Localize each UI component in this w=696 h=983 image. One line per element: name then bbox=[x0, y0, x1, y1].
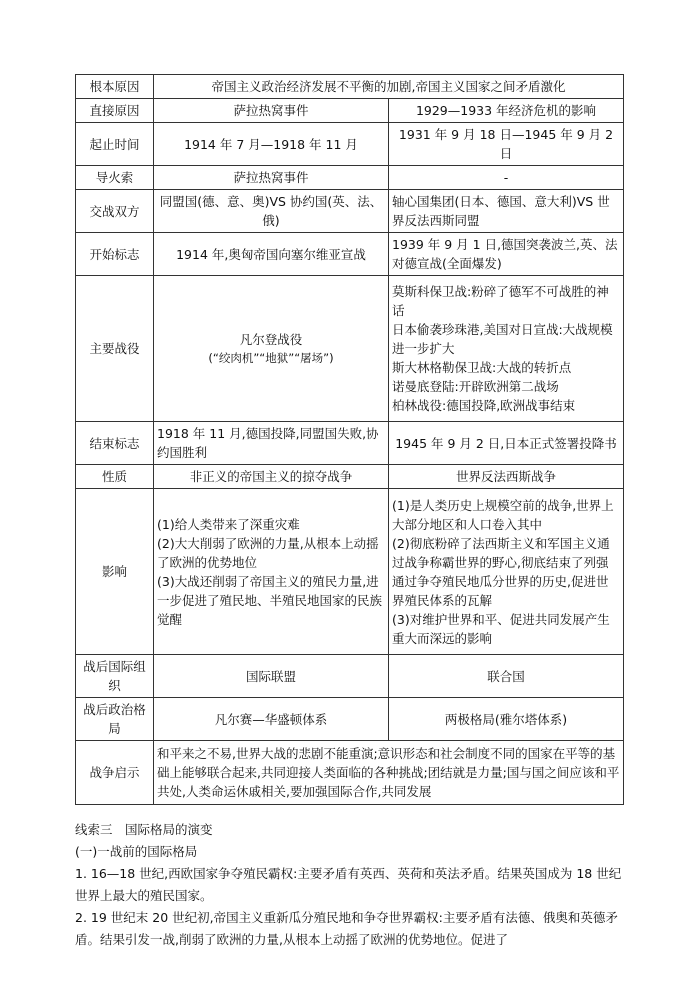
battle-line: 斯大林格勒保卫战:大战的转折点 bbox=[392, 360, 572, 375]
ww2-cell: 1931 年 9 月 18 日—1945 年 9 月 2 日 bbox=[389, 123, 624, 166]
ww1-cell: 1918 年 11 月,德国投降,同盟国失败,协约国胜利 bbox=[154, 422, 389, 465]
row-header: 结束标志 bbox=[76, 422, 154, 465]
merged-cell: 帝国主义政治经济发展不平衡的加剧,帝国主义国家之间矛盾激化 bbox=[154, 75, 624, 99]
ww1-cell: 凡尔赛—华盛顿体系 bbox=[154, 698, 389, 741]
row-header: 起止时间 bbox=[76, 123, 154, 166]
table-row-root-cause bbox=[76, 75, 624, 99]
row-header: 根本原因 bbox=[76, 75, 154, 99]
ww2-cell: 两极格局(雅尔塔体系) bbox=[389, 698, 624, 741]
war-comparison-table bbox=[75, 74, 624, 805]
ww2-cell bbox=[389, 489, 624, 655]
ww1-cell: 国际联盟 bbox=[154, 655, 389, 698]
ww1-cell bbox=[154, 276, 389, 422]
ww1-cell: 1914 年,奥匈帝国向塞尔维亚宣战 bbox=[154, 233, 389, 276]
paragraph: 2. 19 世纪末 20 世纪初,帝国主义重新瓜分殖民地和争夺世界霸权:主要矛盾有法德、俄奥和英德矛盾。结果引发一战,削弱了欧洲的力量,从根本上动摇了欧洲的优势地位。促进了 bbox=[75, 910, 618, 947]
page bbox=[75, 74, 623, 951]
ww2-cell: 1939 年 9 月 1 日,德国突袭波兰,英、法对德宣战(全面爆发) bbox=[389, 233, 624, 276]
row-header: 导火索 bbox=[76, 166, 154, 190]
table-row-nature bbox=[76, 465, 624, 489]
impact-line: (3)对维护世界和平、促进共同发展产生重大而深远的影响 bbox=[392, 611, 610, 646]
ww2-cell: 世界反法西斯战争 bbox=[389, 465, 624, 489]
ww2-cell bbox=[389, 276, 624, 422]
impact-line: (2)大大削弱了欧洲的力量,从根本上动摇了欧洲的优势地位 bbox=[157, 535, 379, 570]
impact-line: (1)给人类带来了深重灾难 bbox=[157, 516, 300, 532]
section-heading: 线索三 国际格局的演变 bbox=[75, 822, 213, 837]
impact-line: (1)是人类历史上规模空前的战争,世界上大部分地区和人口卷入其中 bbox=[392, 497, 614, 532]
row-header: 直接原因 bbox=[76, 99, 154, 123]
paragraph: 1. 16—18 世纪,西欧国家争夺殖民霸权:主要矛盾有英西、英荷和英法矛盾。结果英国成为 18 世纪世界上最大的殖民国家。 bbox=[75, 866, 622, 903]
row-header: 开始标志 bbox=[76, 233, 154, 276]
table-row-belligerents bbox=[76, 190, 624, 233]
body-text bbox=[75, 819, 623, 951]
table-row-direct-cause bbox=[76, 99, 624, 123]
ww2-cell: 1929—1933 年经济危机的影响 bbox=[389, 99, 624, 123]
ww1-cell: 非正义的帝国主义的掠夺战争 bbox=[154, 465, 389, 489]
table-row-battles bbox=[76, 276, 624, 422]
battle-line: 莫斯科保卫战:粉碎了德军不可战胜的神话 bbox=[392, 284, 609, 318]
battle-name: 凡尔登战役 bbox=[239, 331, 303, 347]
table-row-end bbox=[76, 422, 624, 465]
ww1-cell: 萨拉热窝事件 bbox=[154, 166, 389, 190]
ww2-cell: 联合国 bbox=[389, 655, 624, 698]
subsection-heading: (一)一战前的国际格局 bbox=[75, 844, 198, 859]
row-header: 性质 bbox=[76, 465, 154, 489]
table-row-lessons bbox=[76, 741, 624, 805]
ww2-cell: 轴心国集团(日本、德国、意大利)VS 世界反法西斯同盟 bbox=[389, 190, 624, 233]
table-row-period bbox=[76, 123, 624, 166]
ww2-cell: - bbox=[389, 166, 624, 190]
ww1-cell: 同盟国(德、意、奥)VS 协约国(英、法、俄) bbox=[154, 190, 389, 233]
battle-line: 日本偷袭珍珠港,美国对日宣战:大战规模进一步扩大 bbox=[392, 322, 613, 356]
table-row-political-order bbox=[76, 698, 624, 741]
row-header: 影响 bbox=[76, 489, 154, 655]
ww2-cell: 1945 年 9 月 2 日,日本正式签署投降书 bbox=[389, 422, 624, 465]
battle-line: 柏林战役:德国投降,欧洲战事结束 bbox=[392, 398, 576, 413]
ww1-cell: 萨拉热窝事件 bbox=[154, 99, 389, 123]
table-row-impact bbox=[76, 489, 624, 655]
row-header: 交战双方 bbox=[76, 190, 154, 233]
table-row-start bbox=[76, 233, 624, 276]
impact-line: (2)彻底粉碎了法西斯主义和军国主义通过战争称霸世界的野心,彻底结束了列强通过争夺殖民地瓜分世界的历史,促进世界殖民体系的瓦解 bbox=[392, 535, 610, 608]
merged-cell: 和平来之不易,世界大战的悲剧不能重演;意识形态和社会制度不同的国家在平等的基础上能够联合起来,共同迎接人类面临的各种挑战;团结就是力量;国与国之间应该和平共处,人类命运休戚相关,要加强国际合作,共同发展 bbox=[154, 741, 624, 805]
table-row-organization bbox=[76, 655, 624, 698]
row-header: 战争启示 bbox=[76, 741, 154, 805]
battle-line: 诺曼底登陆:开辟欧洲第二战场 bbox=[392, 379, 559, 394]
row-header: 战后政治格局 bbox=[76, 698, 154, 741]
battle-nickname: (“绞肉机”“地狱”“屠场”) bbox=[208, 350, 334, 365]
table-row-trigger bbox=[76, 166, 624, 190]
row-header: 战后国际组织 bbox=[76, 655, 154, 698]
ww1-cell bbox=[154, 489, 389, 655]
row-header: 主要战役 bbox=[76, 276, 154, 422]
impact-line: (3)大战还削弱了帝国主义的殖民力量,进一步促进了殖民地、半殖民地国家的民族觉醒 bbox=[157, 573, 383, 627]
ww1-cell: 1914 年 7 月—1918 年 11 月 bbox=[154, 123, 389, 166]
